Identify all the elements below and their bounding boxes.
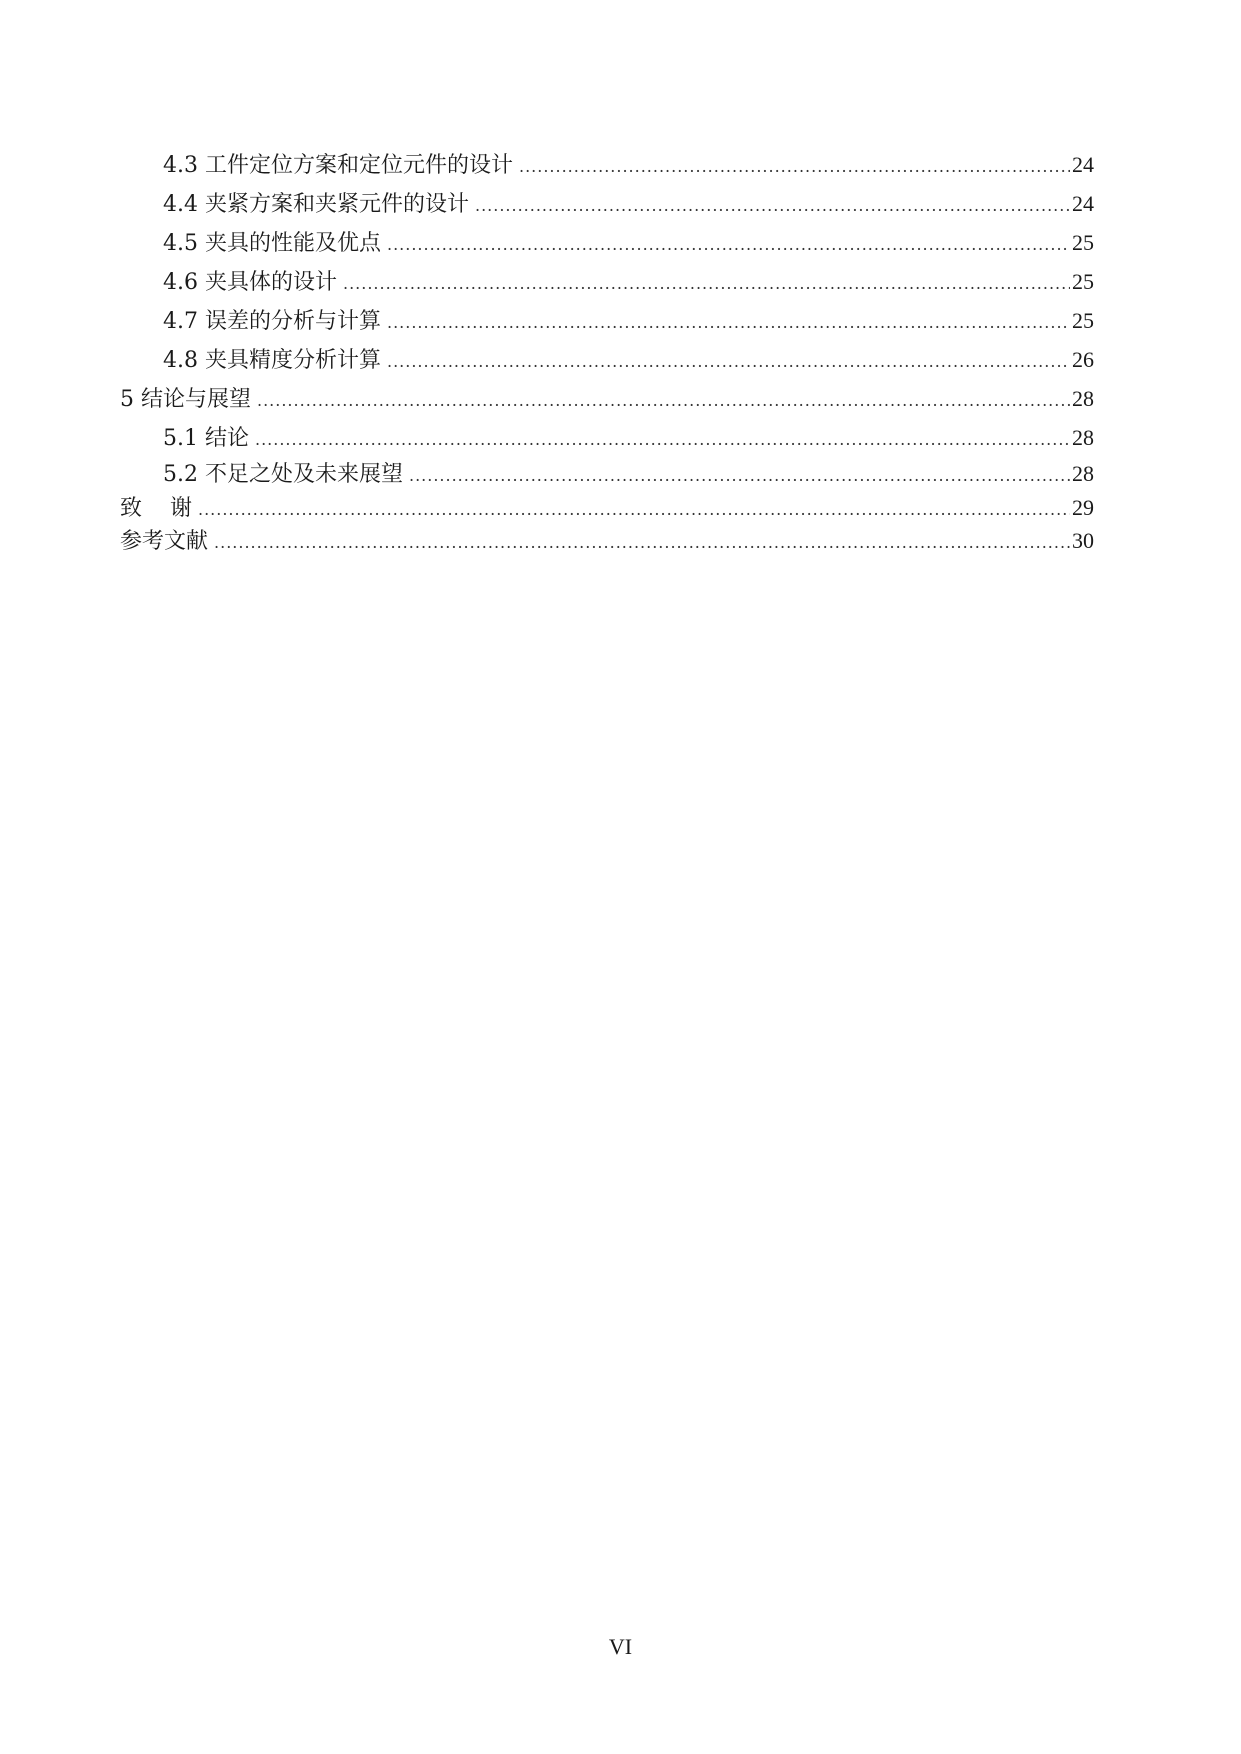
dot-leader xyxy=(409,461,1070,491)
dot-leader xyxy=(255,425,1070,455)
toc-entry-title: 5 结论与展望 xyxy=(120,387,251,412)
toc-entry-title: 5.1 结论 xyxy=(163,426,249,451)
toc-entry-title: 参考文献 xyxy=(120,529,209,554)
dot-leader xyxy=(214,528,1070,558)
dot-leader xyxy=(475,191,1070,221)
toc-entry-page: 28 xyxy=(1072,386,1094,411)
dot-leader xyxy=(519,152,1070,182)
toc-entry-title: 4.7 误差的分析与计算 xyxy=(163,309,381,334)
toc-entry-page: 24 xyxy=(1072,152,1094,177)
dot-leader xyxy=(257,386,1070,416)
toc-entry-line xyxy=(120,384,1094,416)
toc-entry-line xyxy=(163,267,1094,299)
page-number: VI xyxy=(608,1634,633,1659)
dot-leader xyxy=(387,230,1070,260)
dot-leader xyxy=(198,495,1070,525)
toc-entry-line xyxy=(163,150,1094,182)
toc-entry-title: 4.5 夹具的性能及优点 xyxy=(163,231,381,256)
toc-entry-page: 25 xyxy=(1072,269,1094,294)
toc-entry-line xyxy=(163,423,1094,455)
toc-entry-page: 28 xyxy=(1072,425,1094,450)
toc-entry-4-7[interactable] xyxy=(0,306,1241,340)
toc-entry-4-8[interactable] xyxy=(0,345,1241,379)
toc-entry-page: 29 xyxy=(1072,495,1094,520)
toc-entry-page: 28 xyxy=(1072,461,1094,486)
toc-entry-line xyxy=(163,228,1094,260)
toc-entry-title: 4.6 夹具体的设计 xyxy=(163,270,337,295)
toc-entry-title: 5.2 不足之处及未来展望 xyxy=(163,462,403,487)
toc-entry-line xyxy=(163,459,1094,491)
dot-leader xyxy=(387,347,1070,377)
toc-entry-page: 30 xyxy=(1072,528,1094,553)
dot-leader xyxy=(387,308,1070,338)
toc-entry-line xyxy=(163,189,1094,221)
toc-entry-page: 26 xyxy=(1072,347,1094,372)
toc-entry-line xyxy=(163,345,1094,377)
toc-entry-line xyxy=(163,306,1094,338)
toc-entry-page: 24 xyxy=(1072,191,1094,216)
toc-entry-5[interactable] xyxy=(0,384,1241,418)
toc-entry-title: 致 谢 xyxy=(120,496,192,521)
toc-entry-5-1[interactable] xyxy=(0,423,1241,457)
toc-entry-title: 4.8 夹具精度分析计算 xyxy=(163,348,381,373)
toc-entry-page: 25 xyxy=(1072,308,1094,333)
toc-entry-title: 4.3 工件定位方案和定位元件的设计 xyxy=(163,153,513,178)
toc-entry-references[interactable] xyxy=(0,526,1241,560)
toc-entry-5-2[interactable] xyxy=(0,459,1241,493)
toc-entry-page: 25 xyxy=(1072,230,1094,255)
toc-entry-line xyxy=(120,493,1094,525)
toc-entry-4-6[interactable] xyxy=(0,267,1241,301)
toc-entry-line xyxy=(120,526,1094,558)
dot-leader xyxy=(343,269,1070,299)
toc-entry-4-3[interactable] xyxy=(0,150,1241,184)
toc-entry-title: 4.4 夹紧方案和夹紧元件的设计 xyxy=(163,192,469,217)
toc-entry-4-5[interactable] xyxy=(0,228,1241,262)
toc-entry-4-4[interactable] xyxy=(0,189,1241,223)
toc-entry-acknowledgements[interactable] xyxy=(0,493,1241,527)
